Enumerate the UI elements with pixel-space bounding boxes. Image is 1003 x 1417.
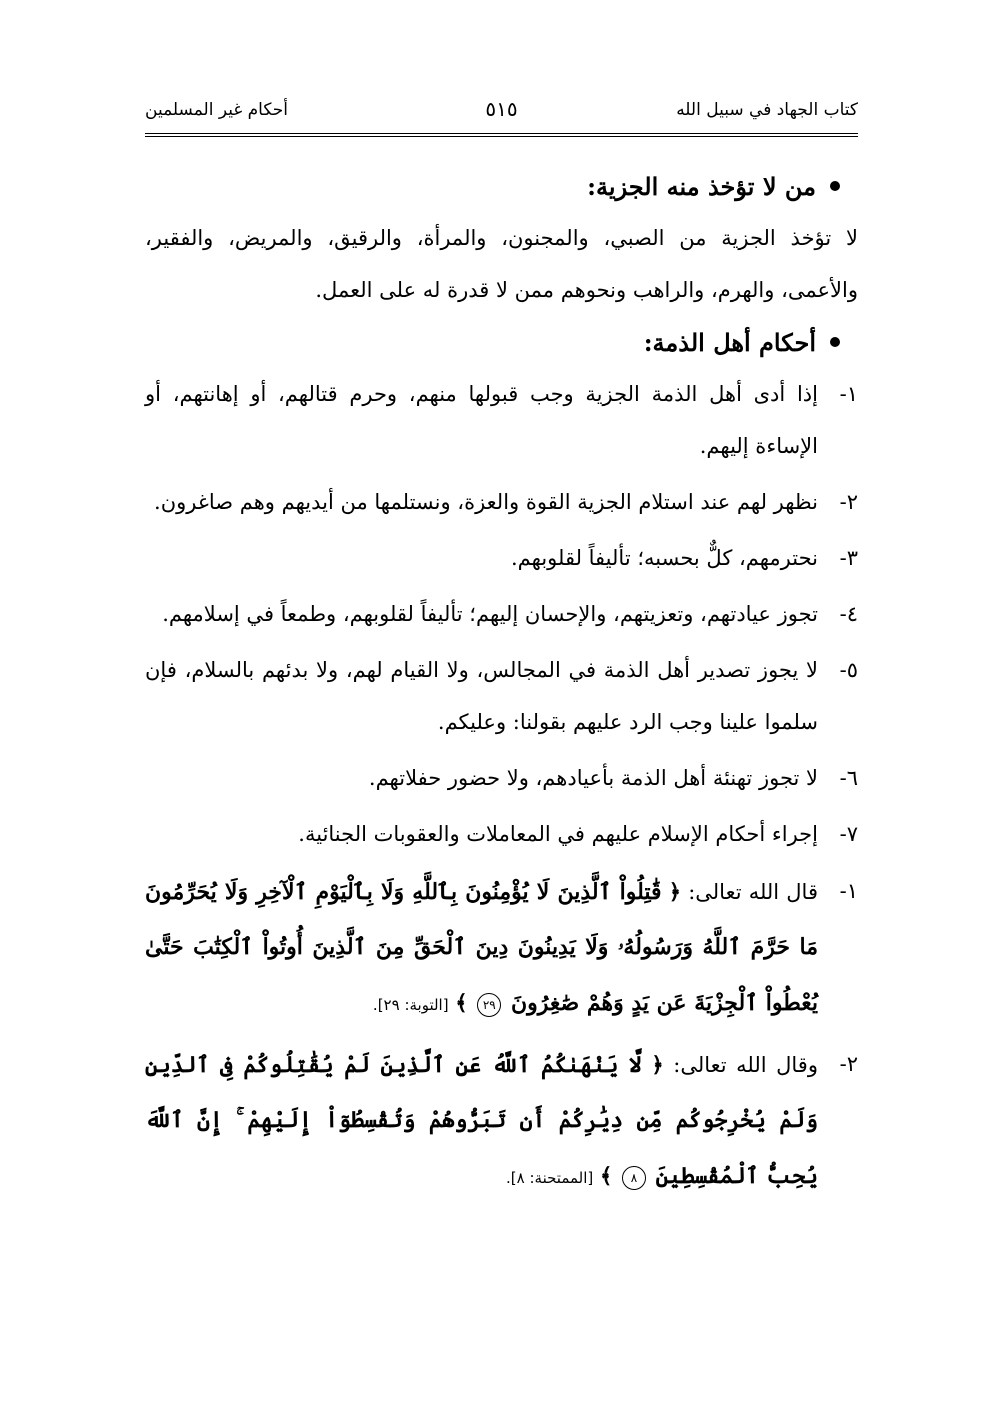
item-text: لا يجوز تصدير أهل الذمة في المجالس، ولا القيام لهم، ولا بدئهم بالسلام، فإن سلموا علينا وجب الرد عليهم بقولنا: وعليكم. (145, 658, 818, 734)
quote-number: ١- (839, 879, 858, 903)
header-book-title: كتاب الجهاد في سبيل الله (676, 100, 858, 120)
item-number: ٢- (839, 490, 858, 514)
item-number: ٤- (839, 602, 858, 626)
running-header (145, 92, 858, 132)
bullet-icon (830, 337, 840, 347)
ayah-number-icon: ٢٩ (477, 993, 501, 1017)
paragraph: لا تؤخذ الجزية من الصبي، والمجنون، والمرأة، والرقيق، والمريض، والفقير، والأعمى، والهرم، والراهب ونحوهم ممن لا قدرة له على العمل. (145, 226, 858, 302)
ornate-close-bracket: ﴾ (599, 1163, 613, 1188)
list-item (145, 476, 858, 528)
item-number: ٣- (839, 546, 858, 570)
ayah-number-icon: ٨ (622, 1166, 646, 1190)
quote-text (145, 864, 818, 1033)
item-number: ٦- (839, 766, 858, 790)
list-item (145, 532, 858, 584)
item-number: ٧- (839, 822, 858, 846)
quote-intro: قال الله تعالى: (688, 880, 818, 904)
quran-verse: لَّا يَنْهَىٰكُمُ ٱللَّهُ عَنِ ٱلَّذِينَ لَمْ يُقَٰتِلُوكُمْ فِى ٱلدِّينِ وَلَمْ يُخْرِجُوكُم مِّن دِيَٰرِكُمْ أَن تَبَرُّوهُمْ وَتُقْسِطُوٓاْ إِلَيْهِمْ ۚ إِنَّ ٱللَّهَ يُحِبُّ ٱلْمُقْسِطِينَ (145, 1052, 818, 1189)
header-rule (145, 133, 858, 137)
list-item (145, 368, 858, 472)
item-number: ٥- (839, 658, 858, 682)
quran-quote (145, 864, 858, 1033)
item-text: لا تجوز تهنئة أهل الذمة بأعيادهم، ولا حضور حفلاتهم. (368, 766, 818, 790)
quote-intro: وقال الله تعالى: (673, 1053, 818, 1077)
quote-text (145, 1037, 818, 1206)
ornate-close-bracket: ﴾ (455, 990, 468, 1015)
item-number: ١- (839, 382, 858, 406)
item-text: تجوز عيادتهم، وتعزيتهم، والإحسان إليهم؛ تأليفاً لقلوبهم، وطمعاً في إسلامهم. (162, 602, 818, 626)
section-heading-text: من لا تؤخذ منه الجزية: (587, 171, 816, 201)
ornate-open-bracket: ﴿ (668, 879, 682, 904)
quran-quote (145, 1037, 858, 1206)
list-item (145, 808, 858, 860)
quote-number: ٢- (839, 1052, 858, 1076)
quran-verse: قَٰتِلُواْ ٱلَّذِينَ لَا يُؤْمِنُونَ بِٱللَّهِ وَلَا بِٱلْيَوْمِ ٱلْآخِرِ وَلَا يُحَرِّمُونَ مَا حَرَّمَ ٱللَّهُ وَرَسُولُهُۥ وَلَا يَدِينُونَ دِينَ ٱلْحَقِّ مِنَ ٱلَّذِينَ أُوتُواْ ٱلْكِتَٰبَ حَتَّىٰ يُعْطُواْ ٱلْجِزْيَةَ عَن يَدٍ وَهُمْ صَٰغِرُونَ (145, 879, 818, 1016)
section-heading (145, 160, 840, 212)
ornate-open-bracket: ﴿ (651, 1052, 664, 1077)
item-text: نظهر لهم عند استلام الجزية القوة والعزة، ونستلمها من أيديهم وهم صاغرون. (154, 490, 818, 514)
list-item (145, 588, 858, 640)
section-heading-text: أحكام أهل الذمة: (643, 327, 816, 357)
page-number: ٥١٥ (485, 97, 518, 121)
verse-reference: [التوبة: ٢٩]. (372, 996, 449, 1014)
bullet-icon (830, 181, 840, 191)
list-item (145, 752, 858, 804)
header-chapter-title: أحكام غير المسلمين (145, 100, 288, 120)
page-body (145, 160, 858, 1210)
verse-reference: [الممتحنة: ٨]. (506, 1169, 594, 1187)
section-heading (145, 316, 840, 368)
list-item (145, 644, 858, 748)
item-text: إذا أدى أهل الذمة الجزية وجب قبولها منهم، وحرم قتالهم، أو إهانتهم، أو الإساءة إليهم. (145, 382, 818, 458)
item-text: نحترمهم، كلٌّ بحسبه؛ تأليفاً لقلوبهم. (510, 546, 818, 570)
item-text: إجراء أحكام الإسلام عليهم في المعاملات والعقوبات الجنائية. (298, 822, 818, 846)
